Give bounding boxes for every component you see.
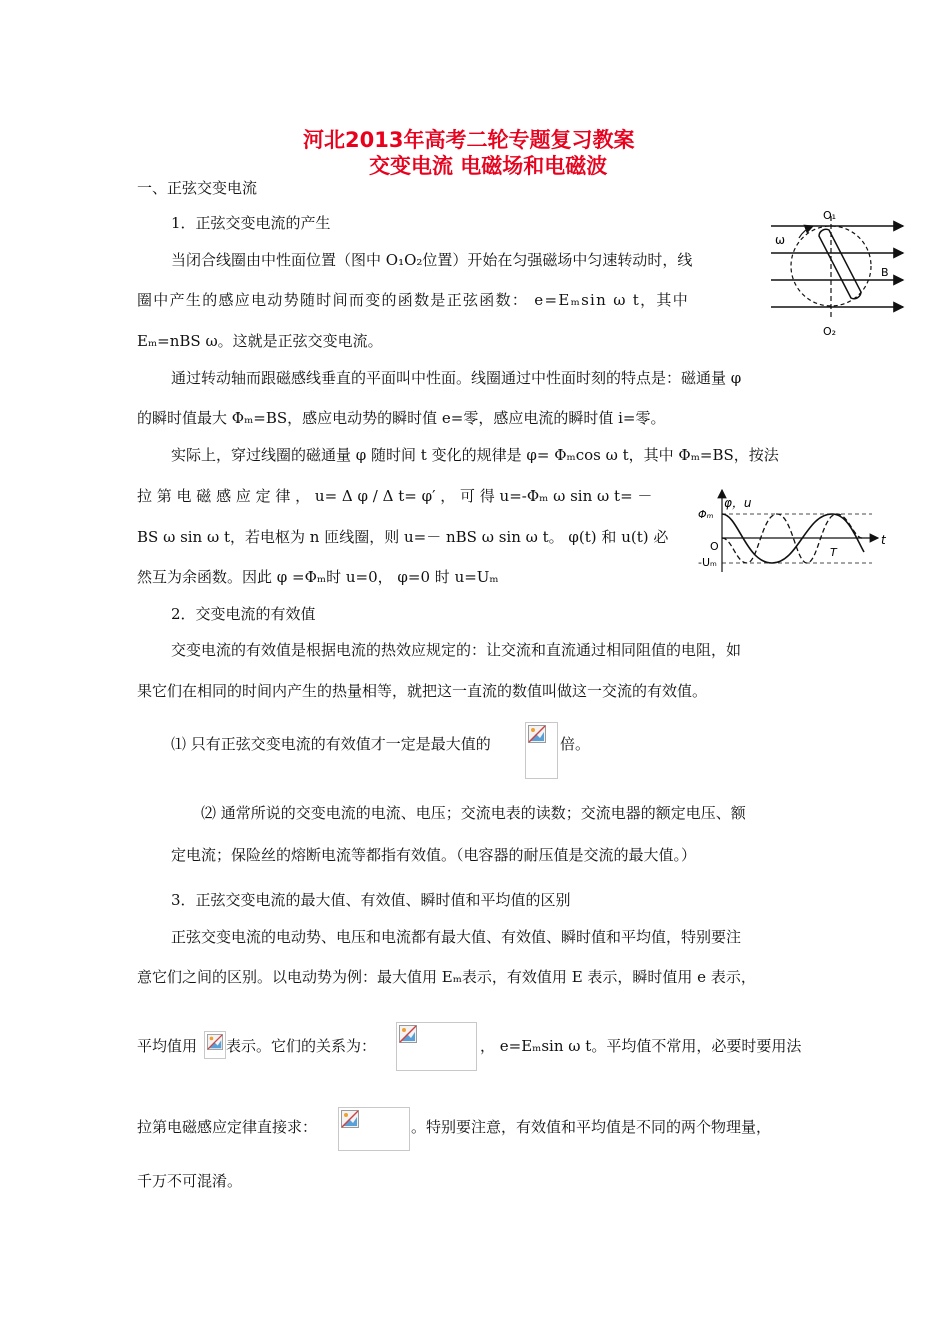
paragraph-1-line-2: 圈中产生的感应电动势随时间而变的函数是正弦函数： e=Eₘsin ω t，其中 — [137, 291, 690, 309]
document-subtitle: 交变电流 电磁场和电磁波 — [369, 154, 608, 178]
label-omega: ω — [775, 233, 786, 247]
broken-image-faraday-formula — [338, 1107, 410, 1151]
broken-image-icon — [207, 1034, 223, 1050]
broken-image-icon — [341, 1110, 359, 1128]
paragraph-7-end: 。特别要注意，有效值和平均值是不同的两个物理量， — [411, 1118, 772, 1136]
paragraph-7-start: 拉第电磁感应定律直接求： — [137, 1118, 318, 1136]
paragraph-6-start: 平均值用 — [137, 1037, 198, 1055]
flux-voltage-graph — [698, 486, 894, 574]
broken-image-average-e — [204, 1031, 226, 1059]
paragraph-3-line-4: 然互为余函数。因此 φ =Φₘ时 u=0， φ=0 时 u=Uₘ — [137, 568, 499, 586]
broken-image-icon — [399, 1025, 417, 1043]
paragraph-4-line-2: 果它们在相同的时间内产生的热量相等，就把这一直流的数值叫做这一交流的有效值。 — [137, 682, 708, 700]
paragraph-6-end: ， e=Eₘsin ω t。平均值不常用，必要时要用法 — [480, 1037, 802, 1055]
paragraph-2-line-1: 通过转动轴而跟磁感线垂直的平面叫中性面。线圈通过中性面时刻的特点是：磁通量 φ — [171, 369, 742, 387]
label-minus-um: -Uₘ — [698, 556, 717, 569]
paragraph-1-line-3: Eₘ=nBS ω。这就是正弦交变电流。 — [137, 332, 383, 350]
item-2-line-1: ⑵ 通常所说的交变电流的电流、电压；交流电表的读数；交流电器的额定电压、额 — [201, 804, 746, 822]
subsection-heading-1: 1．正弦交变电流的产生 — [171, 214, 331, 232]
paragraph-6-middle: 表示。它们的关系为： — [226, 1037, 377, 1055]
subsection-heading-3: 3．正弦交变电流的最大值、有效值、瞬时值和平均值的区别 — [171, 891, 571, 909]
label-o2: O₂ — [823, 325, 837, 338]
paragraph-5-line-1: 正弦交变电流的电动势、电压和电流都有最大值、有效值、瞬时值和平均值，特别要注 — [171, 928, 742, 946]
paragraph-3-line-3: BS ω sin ω t，若电枢为 n 匝线圈，则 u=－ nBS ω sin ω t。 φ(t) 和 u(t) 必 — [137, 528, 669, 546]
label-phim: Φₘ — [698, 508, 714, 521]
document-title: 河北2013年高考二轮专题复习教案 — [303, 128, 635, 152]
broken-image-relation-formula — [396, 1022, 477, 1071]
rotation-arrow — [799, 226, 813, 238]
section-heading: 一、正弦交变电流 — [137, 179, 258, 197]
label-origin: O — [710, 540, 719, 553]
broken-image-icon — [528, 725, 546, 743]
paragraph-3-line-1: 实际上，穿过线圈的磁通量 φ 随时间 t 变化的规律是 φ= Φₘcos ω t，其中 Φₘ=BS，按法 — [171, 446, 779, 464]
broken-image-sqrt2 — [525, 722, 558, 779]
paragraph-5-line-2: 意它们之间的区别。以电动势为例：最大值用 Eₘ表示，有效值用 E 表示，瞬时值用 e 表示， — [137, 968, 756, 986]
paragraph-1-line-1: 当闭合线圈由中性面位置（图中 O₁O₂位置）开始在匀强磁场中匀速转动时，线 — [171, 251, 693, 269]
coil-in-field-figure — [765, 206, 915, 338]
label-t: t — [881, 533, 886, 547]
paragraph-8: 千万不可混淆。 — [137, 1172, 243, 1190]
label-phi-u: φ，u — [724, 496, 752, 510]
subsection-heading-2: 2．交变电流的有效值 — [171, 605, 316, 623]
paragraph-3-line-2: 拉 第 电 磁 感 应 定 律 ， u= Δ φ / Δ t= φ′ ， 可 得 u=-Φₘ ω sin ω t= － — [137, 487, 653, 505]
label-o1: O₁ — [823, 209, 837, 222]
paragraph-2-line-2: 的瞬时值最大 Φₘ=BS，感应电动势的瞬时值 e=零，感应电流的瞬时值 i=零。 — [137, 409, 666, 427]
item-1-suffix: 倍。 — [560, 735, 591, 753]
item-1-text: ⑴ 只有正弦交变电流的有效值才一定是最大值的 — [171, 735, 491, 753]
label-b: B — [881, 266, 889, 279]
paragraph-4-line-1: 交变电流的有效值是根据电流的热效应规定的：让交流和直流通过相同阻值的电阻，如 — [171, 641, 742, 659]
label-period: T — [830, 546, 837, 559]
coil — [819, 229, 861, 298]
item-2-line-2: 定电流；保险丝的熔断电流等都指有效值。（电容器的耐压值是交流的最大值。） — [171, 846, 697, 864]
